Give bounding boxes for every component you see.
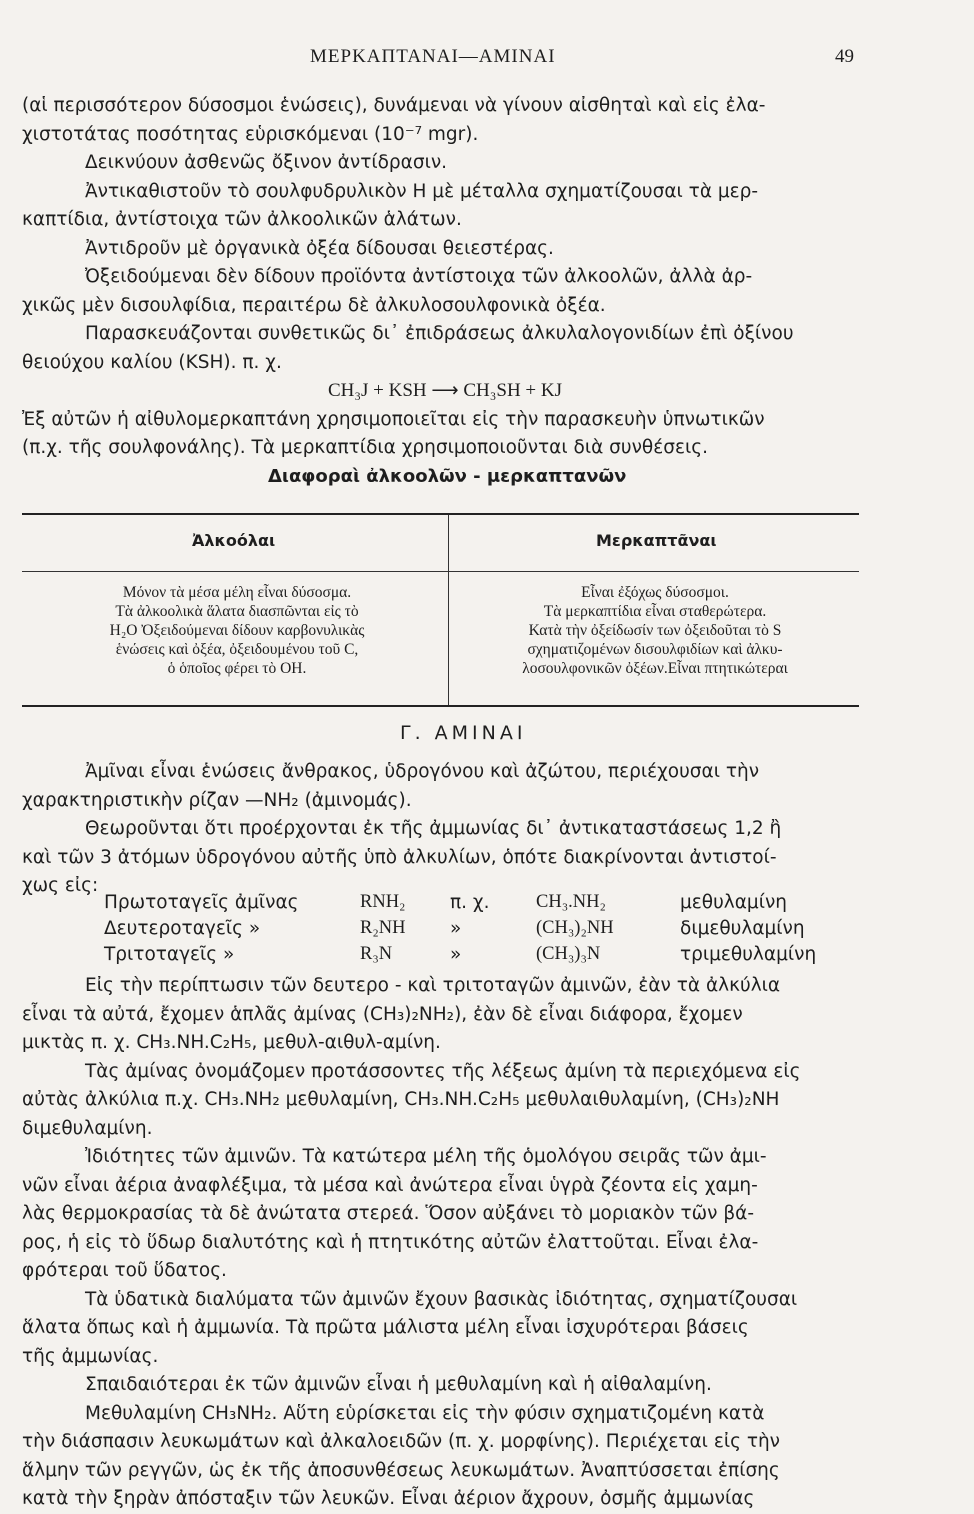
text-line: Ἀντικαθιστοῦν τὸ σουλφυδρυλικὸν Η μὲ μέταλλα σχηματίζουσαι τὰ μερ- (85, 180, 759, 202)
amines-intro-text (22, 758, 868, 901)
text-line: καπτίδια, ἀντίστοιχα τῶν ἀλκοολικῶν ἁλάτων. (22, 209, 462, 230)
amine-mark: » (450, 918, 462, 939)
text-line: λὰς θερμοκρασίας τὰ δὲ ἀνώτατα στερεά. Ὅσον αὐξάνει τὸ μοριακὸν τῶν βά- (22, 1203, 755, 1224)
text-line: εἶναι τὰ αὐτά, ἔχομεν ἁπλᾶς ἀμίνας (CH₃)₂NH₂), ἐὰν δὲ εἶναι διάφορα, ἔχομεν (22, 1003, 743, 1025)
amine-example: (CH₃)₃N (536, 944, 601, 964)
cell-line: λοσουλφονικῶν ὀξέων.Εἶναι πτητικώτεραι (522, 660, 788, 677)
text-line: χαρακτηριστικὴν ρίζαν —NH₂ (ἀμινομάς). (22, 789, 412, 811)
text-line: τῆς ἀμμωνίας. (22, 1345, 159, 1367)
cell-line: Μόνον τὰ μέσα μέλη εἶναι δύσοσμα. (122, 584, 352, 601)
text-line: Μεθυλαμίνη CH₃NH₂. Αὕτη εὑρίσκεται εἰς τὴν φύσιν σχηματιζομένη κατὰ (85, 1402, 765, 1424)
section-title: Γ. ΑΜΙΝΑΙ (400, 722, 527, 744)
page-number: 49 (835, 46, 854, 67)
amine-example: CH₃.NH₂ (536, 892, 606, 912)
comparison-table (22, 513, 859, 707)
cell-line: Κατὰ τὴν ὀξείδωσίν των ὀξειδοῦται τὸ S (528, 622, 782, 639)
amine-name: διμεθυλαμίνη (680, 918, 805, 939)
alcohols-cell (62, 583, 412, 678)
amine-mark: » (450, 944, 462, 965)
text-line: Παρασκευάζονται συνθετικῶς δι᾽ ἐπιδράσεως ἀλκυλαλογονιδίων ἐπὶ ὀξίνου (85, 323, 794, 344)
amine-type: Δευτεροταγεῖς » (104, 918, 261, 939)
amine-mark: π. χ. (450, 892, 490, 913)
amine-type: Τριτοταγεῖς » (104, 944, 235, 965)
text-line: Ἰδιότητες τῶν ἀμινῶν. Τὰ κατώτερα μέλη τῆς ὁμολόγου σειρᾶς τῶν ἀμι- (85, 1146, 767, 1167)
text-line: ἅλμην τῶν ρεγγῶν, ὡς ἐκ τῆς ἀποσυνθέσεως λευκωμάτων. Ἀναπτύσσεται ἐπίσης (22, 1459, 780, 1481)
text-line: κατὰ τὴν ξηρὰν ἀπόσταξιν τῶν λευκῶν. Εἶναι ἀέριον ἄχρουν, ὀσμῆς ἀμμωνίας (22, 1488, 755, 1509)
text-line: τὴν διάσπασιν λευκωμάτων καὶ ἀλκαλοειδῶν (π. χ. μορφίνης). Περιέχεται εἰς τὴν (22, 1431, 781, 1452)
column-divider (448, 515, 449, 705)
text-line: (π.χ. τῆς σουλφονάλης). Τὰ μερκαπτίδια χρησιμοποιοῦνται διὰ συνθέσεις. (22, 437, 708, 458)
text-line: ἅλατα ὅπως καὶ ἡ ἀμμωνία. Τὰ πρῶτα μάλιστα μέλη εἶναι ἰσχυρότεραι βάσεις (22, 1317, 749, 1338)
mercaptans-cell (458, 583, 852, 678)
list-item (22, 918, 868, 944)
text-line: Ἀμῖναι εἶναι ἑνώσεις ἄνθρακος, ὑδρογόνου καὶ ἀζώτου, περιέχουσαι τὴν (85, 761, 760, 782)
amine-name: τριμεθυλαμίνη (680, 944, 817, 965)
text-line: μικτὰς π. χ. CH₃.NH.C₂H₅, μεθυλ-αιθυλ-αμίνη. (22, 1032, 441, 1053)
cell-line: σχηματιζομένων δισουλφιδίων καὶ ἀλκυ- (527, 641, 783, 658)
text-line: (αἱ περισσότερον δύσοσμοι ἑνώσεις), δυνάμεναι νὰ γίνουν αἰσθηταὶ καὶ εἰς ἐλα- (22, 95, 766, 116)
amine-type: Πρωτοταγεῖς ἀμῖνας (104, 892, 299, 913)
amine-general-formula: RNH₂ (360, 892, 406, 912)
text-line: Τὰ ὑδατικὰ διαλύματα τῶν ἀμινῶν ἔχουν βασικὰς ἰδιότητας, σχηματίζουσαι (85, 1288, 798, 1310)
mercaptan-properties-text (22, 92, 868, 463)
text-line: Σπαιδαιότεραι ἐκ τῶν ἀμινῶν εἶναι ἡ μεθυλαμίνη καὶ ἡ αἰθαλαμίνη. (85, 1374, 712, 1395)
cell-line: ἑνώσεις καὶ ὀξέα, ὀξειδουμένου τοῦ C, (115, 641, 359, 658)
text-line: Δεικνύουν ἀσθενῶς ὄξινον ἀντίδρασιν. (85, 152, 448, 173)
list-item (22, 892, 868, 918)
cell-line: ὁ ὁποῖος φέρει τὸ OH. (167, 660, 307, 677)
chemical-equation: CH₃J + KSH ⟶ CH₃SH + KJ (327, 380, 562, 401)
table-heading: Διαφοραὶ ἀλκοολῶν - μερκαπτανῶν (268, 466, 627, 487)
text-line: χικῶς μὲν δισουλφίδια, περαιτέρω δὲ ἀλκυλοσουλφονικὰ ὀξέα. (22, 294, 606, 316)
header-title: ΜΕΡΚΑΠΤΑΝΑΙ—ΑΜΙΝΑΙ (310, 46, 556, 67)
text-line: Ὀξειδούμεναι δὲν δίδουν προϊόντα ἀντίστοιχα τῶν ἀλκοολῶν, ἀλλὰ ἀρ- (85, 266, 753, 287)
table-header-row (22, 515, 859, 572)
column-header-mercaptans: Μερκαπτᾶναι (596, 531, 717, 550)
text-line: νῶν εἶναι ἀέρια ἀναφλέξιμα, τὰ μέσα καὶ ἀνώτερα εἶναι ὑγρὰ ζέοντα εἰς χαμη- (22, 1174, 758, 1196)
text-line: θειούχου καλίου (KSH). π. χ. (22, 351, 282, 373)
amine-general-formula: R₂NH (360, 918, 406, 938)
text-line: Ἀντιδροῦν μὲ ὀργανικὰ ὀξέα δίδουσαι θειεστέρας. (85, 237, 554, 259)
amine-general-formula: R₃N (360, 944, 393, 964)
cell-line: Εἶναι ἐξόχως δύσοσμοι. (581, 584, 729, 601)
cell-line: Τὰ μερκαπτίδια εἶναι σταθερώτερα. (543, 603, 767, 620)
amine-name: μεθυλαμίνη (680, 892, 788, 913)
text-line: διμεθυλαμίνη. (22, 1117, 153, 1139)
list-item (22, 944, 868, 970)
text-line: Θεωροῦνται ὅτι προέρχονται ἐκ τῆς ἀμμωνίας δι᾽ ἀντικαταστάσεως 1,2 ἢ (85, 818, 782, 839)
text-line: ρος, ἡ εἰς τὸ ὕδωρ διαλυτότης καὶ ἡ πτητικότης αὐτῶν ἐλαττοῦται. Εἶναι ἐλα- (22, 1231, 759, 1253)
running-header (0, 46, 974, 72)
text-line: καὶ τῶν 3 ἀτόμων ὑδρογόνου αὐτῆς ὑπὸ ἀλκυλίων, ὁπότε διακρίνονται ἀντιστοί- (22, 846, 777, 868)
text-line: φρότεραι τοῦ ὕδατος. (22, 1260, 227, 1281)
amines-body-text (22, 972, 868, 1514)
column-header-alcohols: Ἀλκοόλαι (192, 531, 276, 550)
amine-example: (CH₃)₂NH (536, 918, 614, 938)
text-line: Τὰς ἀμίνας ὀνομάζομεν προτάσσοντες τῆς λέξεως ἀμίνη τὰ περιεχόμενα εἰς (85, 1060, 801, 1082)
text-line: χως εἰς: (22, 875, 99, 896)
text-line: αὐτὰς ἀλκύλια π.χ. CH₃.NH₂ μεθυλαμίνη, CH₃.NH.C₂H₅ μεθυλαιθυλαμίνη, (CH₃)₂NH (22, 1089, 780, 1110)
cell-line: H₂O Ὀξειδούμεναι δίδουν καρβονυλικὰς (109, 622, 365, 639)
text-line: Εἰς τὴν περίπτωσιν τῶν δευτερο - καὶ τριτοταγῶν ἀμινῶν, ἐὰν τὰ ἀλκύλια (85, 975, 781, 996)
text-line: Ἐξ αὐτῶν ἡ αἰθυλομερκαπτάνη χρησιμοποιεῖται εἰς τὴν παρασκευὴν ὑπνωτικῶν (22, 408, 765, 430)
text-line: χιστοτάτας ποσότητας εὑρισκόμεναι (10⁻⁷ mgr). (22, 123, 479, 145)
cell-line: Τὰ ἀλκοολικὰ ἅλατα διασπῶνται εἰς τὸ (115, 603, 359, 620)
